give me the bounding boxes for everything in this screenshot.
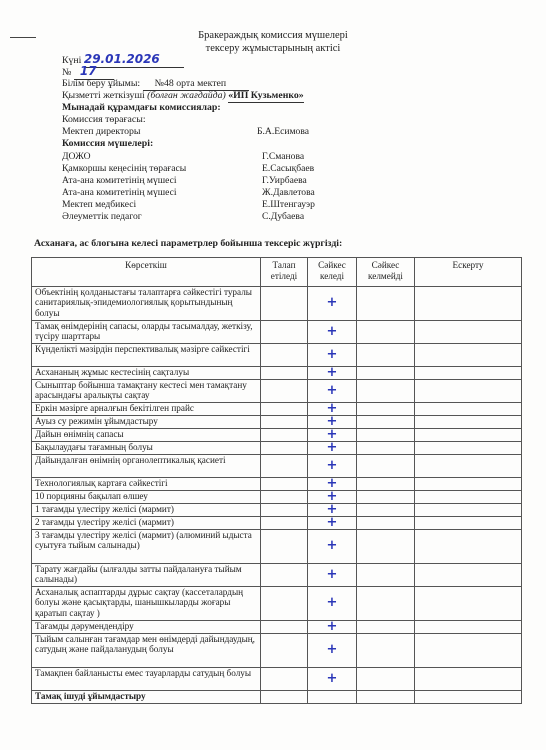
compliant-mark: +	[308, 429, 357, 442]
member-role: Ата-ана комитетінің мүшесі	[62, 175, 177, 186]
member-name: Ж.Давлетова	[262, 187, 315, 198]
noncompliant-cell	[357, 416, 415, 429]
required-cell	[261, 491, 308, 504]
indicator-cell: 1 тағамды үлестіру желісі (мармит)	[32, 504, 261, 517]
table-row	[32, 403, 522, 416]
noncompliant-cell	[357, 621, 415, 634]
noncompliant-cell	[357, 442, 415, 455]
indicator-cell: Дайын өнімнің сапасы	[32, 429, 261, 442]
noncompliant-cell	[357, 668, 415, 691]
indicator-cell: 2 тағамды үлестіру желісі (мармит)	[32, 517, 261, 530]
note-cell	[415, 321, 522, 344]
indicator-cell: Тамақ өнімдерінің сапасы, оларды тасымалдау, жеткізу, түсіру шарттары	[32, 321, 261, 344]
required-cell	[261, 478, 308, 491]
table-body	[32, 287, 522, 704]
table-row	[32, 416, 522, 429]
table-row	[32, 668, 522, 691]
date-label: Күні	[62, 55, 82, 66]
indicator-cell: Тыйым салынған тағамдар мен өнімдерді дайындаудың, сатудың және пайдаланудың болуы	[32, 634, 261, 668]
table-row	[32, 367, 522, 380]
note-cell	[415, 380, 522, 403]
indicator-cell: 3 тағамды үлестіру желісі (мармит) (алюминий ыдыста суытуға тыйым салынады)	[32, 530, 261, 564]
compliant-mark: +	[308, 634, 357, 668]
noncompliant-cell	[357, 587, 415, 621]
compliant-mark: +	[308, 491, 357, 504]
table-row	[32, 380, 522, 403]
noncompliant-cell	[357, 517, 415, 530]
member-name: Е.Сасықбаев	[262, 163, 315, 174]
composition-heading: Мынадай құрамдағы комиссиялар:	[62, 102, 221, 113]
indicator-cell: Технологиялық картаға сәйкестігі	[32, 478, 261, 491]
note-cell	[415, 587, 522, 621]
required-cell	[261, 416, 308, 429]
doc-title-line1: Бракераждық комиссия мүшелері	[198, 30, 348, 41]
note-cell	[415, 344, 522, 367]
member-name: Г.Уирбаева	[262, 175, 307, 186]
required-cell	[261, 287, 308, 321]
supplier-value: «ИП Кузьменко»	[228, 90, 304, 101]
table-header-row	[32, 258, 522, 287]
table-row	[32, 587, 522, 621]
member-role: Ата-ана комитетінің мүшесі	[62, 187, 177, 198]
compliant-mark: +	[308, 403, 357, 416]
compliant-mark: +	[308, 344, 357, 367]
table-row	[32, 530, 522, 564]
required-cell	[261, 455, 308, 478]
member-name: С.Дубаева	[262, 211, 305, 222]
indicator-cell: Тарату жағдайы (ылғалды затты пайдалануға тыйым салынады)	[32, 564, 261, 587]
required-cell	[261, 587, 308, 621]
indicator-cell: Бақылаудағы тағамның болуы	[32, 442, 261, 455]
indicator-cell: Дайындалған өнімнің органолептикалық қасиеті	[32, 455, 261, 478]
compliant-mark: +	[308, 367, 357, 380]
indicator-cell: Ауыз су режимін ұйымдастыру	[32, 416, 261, 429]
member-name: Е.Штенгауэр	[262, 199, 315, 210]
header-noncompliant: Сәйкес келмейді	[357, 258, 415, 287]
noncompliant-cell	[357, 478, 415, 491]
note-cell	[415, 668, 522, 691]
required-cell	[261, 504, 308, 517]
number-label: №	[62, 67, 72, 78]
table-row	[32, 478, 522, 491]
required-cell	[261, 634, 308, 668]
required-cell	[261, 530, 308, 564]
member-role: Қамкоршы кеңесінің төрағасы	[62, 163, 187, 174]
header-compliant: Сәйкес келеді	[308, 258, 357, 287]
note-cell	[415, 691, 522, 704]
table-row	[32, 504, 522, 517]
noncompliant-cell	[357, 455, 415, 478]
table-row	[32, 491, 522, 504]
table-row	[32, 344, 522, 367]
required-cell	[261, 403, 308, 416]
inspection-table	[31, 257, 522, 704]
note-cell	[415, 634, 522, 668]
table-row	[32, 691, 522, 704]
noncompliant-cell	[357, 321, 415, 344]
header-note: Ескерту	[415, 258, 522, 287]
required-cell	[261, 442, 308, 455]
noncompliant-cell	[357, 380, 415, 403]
compliant-mark: +	[308, 587, 357, 621]
required-cell	[261, 344, 308, 367]
indicator-cell: Сыныптар бойынша тамақтану кестесі мен тамақтану арасындағы аралықты сақтау	[32, 380, 261, 403]
indicator-cell: Тағамды дәрумендендіру	[32, 621, 261, 634]
member-role: ДОЖО	[62, 151, 91, 162]
compliant-mark: +	[308, 321, 357, 344]
indicator-cell: Объектінің қолданыстағы талаптарға сәйкестігі туралы санитариялық-эпидемиологиялық қорытындының болуы	[32, 287, 261, 321]
required-cell	[261, 380, 308, 403]
noncompliant-cell	[357, 344, 415, 367]
noncompliant-cell	[357, 504, 415, 517]
note-cell	[415, 504, 522, 517]
supplier-label: Қызметті жеткізуші	[62, 90, 145, 101]
table-row	[32, 429, 522, 442]
required-cell	[261, 429, 308, 442]
doc-title-line2: тексеру жұмыстарының актісі	[205, 43, 341, 54]
noncompliant-cell	[357, 429, 415, 442]
compliant-mark: +	[308, 455, 357, 478]
number-value: 17	[79, 64, 97, 78]
table-row	[32, 321, 522, 344]
date-value: 29.01.2026	[83, 52, 160, 66]
member-name: Г.Сманова	[262, 151, 305, 162]
compliant-mark: +	[308, 530, 357, 564]
indicator-cell: 10 порцияны бақылап өлшеу	[32, 491, 261, 504]
table-row	[32, 621, 522, 634]
chair-name: Б.А.Есимова	[257, 126, 310, 137]
required-cell	[261, 564, 308, 587]
compliant-mark: +	[308, 380, 357, 403]
compliant-mark: +	[308, 621, 357, 634]
noncompliant-cell	[357, 691, 415, 704]
required-cell	[261, 668, 308, 691]
chair-role: Мектеп директоры	[62, 126, 141, 137]
noncompliant-cell	[357, 564, 415, 587]
note-cell	[415, 416, 522, 429]
noncompliant-cell	[357, 367, 415, 380]
header-indicator: Көрсеткіш	[32, 258, 261, 287]
required-cell	[261, 621, 308, 634]
note-cell	[415, 491, 522, 504]
noncompliant-cell	[357, 530, 415, 564]
required-cell	[261, 321, 308, 344]
members-heading: Комиссия мүшелері:	[62, 138, 154, 149]
note-cell	[415, 287, 522, 321]
table-row	[32, 442, 522, 455]
compliant-mark: +	[308, 517, 357, 530]
org-value: №48 орта мектеп	[143, 78, 249, 91]
note-cell	[415, 429, 522, 442]
note-cell	[415, 478, 522, 491]
compliant-mark: +	[308, 504, 357, 517]
indicator-cell: Асханалық аспаптарды дұрыс сақтау (кассеталардың болуы және қасықтарды, шанышкыларды жоғары қaратып сақтау )	[32, 587, 261, 621]
compliant-mark: +	[308, 442, 357, 455]
table-row	[32, 564, 522, 587]
table-row	[32, 634, 522, 668]
note-cell	[415, 367, 522, 380]
required-cell	[261, 691, 308, 704]
indicator-cell: Тамақ ішуді ұйымдастыру	[32, 691, 261, 704]
note-cell	[415, 455, 522, 478]
noncompliant-cell	[357, 491, 415, 504]
indicator-cell: Еркін мәзірге арналғын бекітілген прайс	[32, 403, 261, 416]
org-label: Білім беру ұйымы:	[62, 78, 141, 89]
note-cell	[415, 517, 522, 530]
header-required: Талап етіледі	[261, 258, 308, 287]
compliant-cell	[308, 691, 357, 704]
indicator-cell: Күнделікті мәзірдін перспективалық мәзірге сәйкестігі	[32, 344, 261, 367]
indicator-cell: Тамақпен байланысты емес тауарларды сатудың болуы	[32, 668, 261, 691]
chair-label: Комиссия төрағасы:	[62, 114, 146, 125]
note-cell	[415, 442, 522, 455]
member-role: Әлеуметтік педагог	[62, 211, 142, 222]
table-row	[32, 287, 522, 321]
supplier-note: (болған жағдайда)	[147, 90, 226, 101]
member-role: Мектеп медбикесі	[62, 199, 137, 210]
compliant-mark: +	[308, 416, 357, 429]
noncompliant-cell	[357, 403, 415, 416]
note-cell	[415, 530, 522, 564]
indicator-cell: Асхананың жұмыс кестесінің сақталуы	[32, 367, 261, 380]
inspection-intro: Асханаға, ас блогына келесі параметрлер бойынша тексеріс жүргізді:	[34, 238, 343, 249]
noncompliant-cell	[357, 634, 415, 668]
compliant-mark: +	[308, 287, 357, 321]
note-cell	[415, 403, 522, 416]
table-row	[32, 517, 522, 530]
required-cell	[261, 367, 308, 380]
required-cell	[261, 517, 308, 530]
note-cell	[415, 621, 522, 634]
table-row	[32, 455, 522, 478]
compliant-mark: +	[308, 564, 357, 587]
compliant-mark: +	[308, 478, 357, 491]
note-cell	[415, 564, 522, 587]
noncompliant-cell	[357, 287, 415, 321]
compliant-mark: +	[308, 668, 357, 691]
